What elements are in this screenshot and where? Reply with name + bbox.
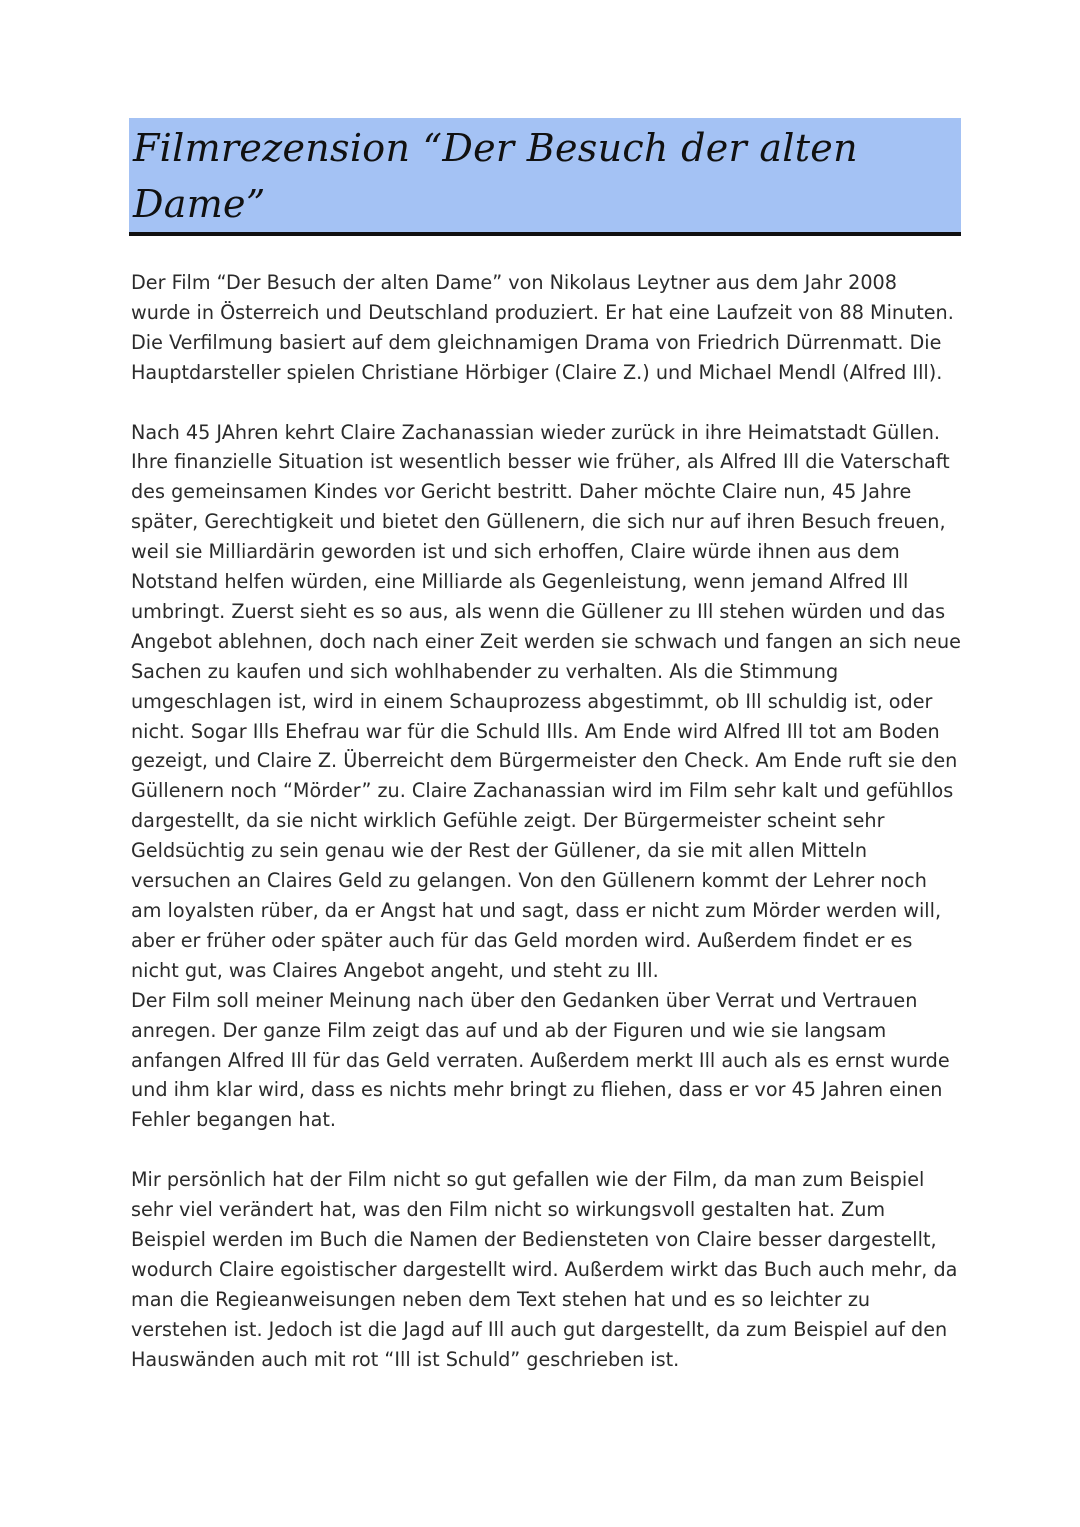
paragraph-summary: Nach 45 JAhren kehrt Claire Zachanassian wieder zurück in ihre Heimatstadt Güllen. Ihre finanzielle Situation ist wesentlich besser wie früher, als Alfred Ill die Vaterschaft des gemeinsamen Kindes vor Gericht bestritt. Daher möchte Claire nun, 45 Jahre später, Gerechtigkeit und bietet den Güllenern, die sich nur auf ihren Besuch freuen, weil sie Milliardärin geworden ist und sich erhoffen, Claire würde ihnen aus dem Notstand helfen würden, eine Milliarde als Gegenleistung, wenn jemand Alfred Ill umbringt. Zuerst sieht es so aus, als wenn die Güllener zu Ill stehen würden und das Angebot ablehnen, doch nach einer Zeit werden sie schwach und fangen an sich neue Sachen zu kaufen und sich wohlhabender zu verhalten. Als die Stimmung umgeschlagen ist, wird in einem Schauprozess abgestimmt, ob Ill schuldig ist, oder nicht. Sogar Ills Ehefrau war für die Schuld Ills. Am Ende wird Alfred Ill tot am Boden gezeigt, und Claire Z. Überreicht dem Bürgermeister den Check. Am Ende ruft sie den Güllenern noch “Mörder” zu. Claire Zachanassian wird im Film sehr kalt und gefühllos dargestellt, da sie nicht wirklich Gefühle zeigt. Der Bürgermeister scheint sehr Geldsüchtig zu sein genau wie der Rest der Güllener, da sie mit allen Mitteln versuchen an Claires Geld zu gelangen. Von den Güllenern kommt der Lehrer noch am loyalsten rüber, da er Angst hat und sagt, dass er nicht zum Mörder werden will, aber er früher oder später auch für das Geld morden wird. Außerdem findet er es nicht gut, was Claires Angebot angeht, und steht zu Ill. xyxy=(131,420,961,982)
document-page xyxy=(131,118,961,1375)
paragraph-intro: Der Film “Der Besuch der alten Dame” von Nikolaus Leytner aus dem Jahr 2008 wurde in Österreich und Deutschland produziert. Er hat eine Laufzeit von 88 Minuten. Die Verfilmung basiert auf dem gleichnamigen Drama von Friedrich Dürrenmatt. Die Hauptdarsteller spielen Christiane Hörbiger (Claire Z.) und Michael Mendl (Alfred Ill). xyxy=(131,271,954,384)
paragraph-personal: Mir persönlich hat der Film nicht so gut gefallen wie der Film, da man zum Beispiel sehr viel verändert hat, was den Film nicht so wirkungsvoll gestalten hat. Zum Beispiel werden im Buch die Namen der Bediensteten von Claire besser dargestellt, wodurch Claire egoistischer dargestellt wird. Außerdem wirkt das Buch auch mehr, da man die Regieanweisungen neben dem Text stehen hat und es so leichter zu verstehen ist. Jedoch ist die Jagd auf Ill auch gut dargestellt, da zum Beispiel auf den Hauswänden auch mit rot “Ill ist Schuld” geschrieben ist. xyxy=(131,1168,958,1371)
document-body xyxy=(131,268,961,1375)
title-highlight xyxy=(129,118,961,236)
paragraph-opinion: Der Film soll meiner Meinung nach über den Gedanken über Verrat und Vertrauen anregen. Der ganze Film zeigt das auf und ab der Figuren und wie sie langsam anfangen Alfred Ill für das Geld verraten. Außerdem merkt Ill auch als es ernst wurde und ihm klar wird, dass es nichts mehr bringt zu fliehen, dass er vor 45 Jahren einen Fehler begangen hat. xyxy=(131,988,950,1132)
document-title: Filmrezension “Der Besuch der alten Dame” xyxy=(133,126,858,226)
